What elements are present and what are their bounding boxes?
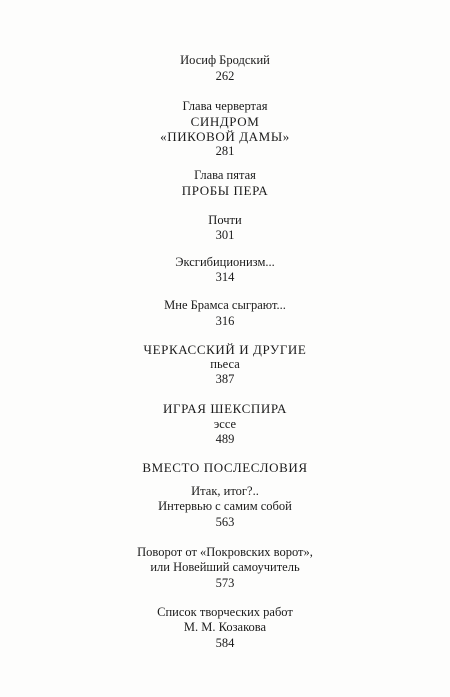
chapter-title: СИНДРОМ [190, 114, 260, 129]
toc-entry-title: Мне Брамса сыграют... [164, 298, 286, 312]
chapter-title: «ПИКОВОЙ ДАМЫ» [160, 129, 290, 144]
toc-page-number: 314 [215, 270, 235, 284]
toc-entry-title: Иосиф Бродский [180, 53, 270, 67]
toc-page-number: 489 [215, 432, 235, 446]
section-title: ИГРАЯ ШЕКСПИРА [163, 401, 287, 416]
section-title: ЧЕРКАССКИЙ И ДРУГИЕ [143, 342, 307, 357]
toc-entry-title: Почти [208, 213, 242, 227]
toc-page-number: 573 [215, 576, 235, 590]
toc-page-number: 262 [215, 69, 235, 83]
toc-page-number: 301 [215, 228, 235, 242]
section-subtitle: пьеса [210, 357, 240, 371]
toc-page-number: 281 [215, 144, 235, 158]
toc-page-number: 563 [215, 515, 235, 529]
toc-entry-title: Поворот от «Покровских ворот», [137, 545, 313, 559]
toc-entry-title: или Новейший самоучитель [150, 560, 300, 574]
toc-entry-title: Интервью с самим собой [158, 499, 292, 513]
toc-entry-title: Список творческих работ [157, 605, 293, 619]
toc-page-number: 316 [215, 314, 235, 328]
section-subtitle: эссе [213, 417, 237, 431]
chapter-label: Глава пятая [194, 168, 256, 182]
toc-entry-title: Итак, итог?.. [191, 484, 259, 498]
chapter-title: ПРОБЫ ПЕРА [181, 183, 269, 198]
section-title: ВМЕСТО ПОСЛЕСЛОВИЯ [142, 460, 308, 475]
toc-entry-title: Эксгибиционизм... [175, 255, 275, 269]
toc-page-number: 584 [215, 636, 235, 650]
toc-entry-title: М. М. Козакова [183, 620, 267, 634]
toc-page-number: 387 [215, 372, 235, 386]
chapter-label: Глава червертая [182, 99, 268, 113]
